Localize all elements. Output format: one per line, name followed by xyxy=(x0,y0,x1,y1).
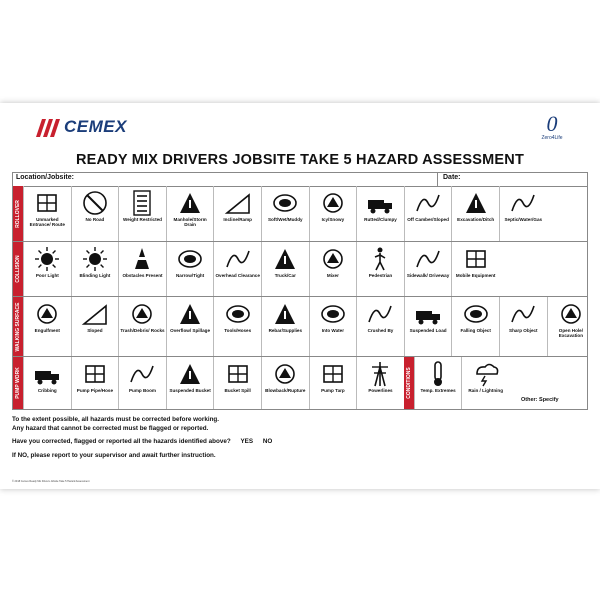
bucket-spill-icon xyxy=(223,360,253,388)
section-collision xyxy=(13,242,587,297)
hazard-label: Tools/Hoses xyxy=(224,328,252,333)
hazard-label: Powerlines xyxy=(368,388,393,393)
hazard-label: Sidewalk/ Driveway xyxy=(406,273,450,278)
loader-icon xyxy=(461,245,491,273)
hazard-label: Soft/Wet/Muddy xyxy=(267,217,303,222)
hazard-cell[interactable] xyxy=(451,297,499,356)
hazard-cell[interactable] xyxy=(261,186,309,241)
weight-sign-icon xyxy=(127,189,157,217)
location-row xyxy=(13,173,587,187)
hazard-cell[interactable] xyxy=(451,242,499,296)
instruction-line-1: To the extent possible, all hazards must be corrected before working. xyxy=(12,416,220,423)
zero-mark-icon: 0 xyxy=(546,111,558,136)
hazard-label: Rutted/Clumpy xyxy=(364,217,397,222)
blowback-icon xyxy=(270,360,300,388)
hazard-label: Narrow/Tight xyxy=(175,273,205,278)
hazard-label: Septic/Water/Gas xyxy=(504,217,543,222)
blinding-light-icon xyxy=(80,245,110,273)
hazard-cell[interactable] xyxy=(118,357,166,409)
mixer-icon xyxy=(318,245,348,273)
hazard-cell[interactable] xyxy=(261,357,309,409)
section-label-text: ROLLOVER xyxy=(15,199,21,228)
hazard-label: Overhead Clearance xyxy=(215,273,260,278)
hazard-cell[interactable] xyxy=(309,186,357,241)
hazard-label: Suspended Load xyxy=(409,328,447,333)
hazard-label: Mixer xyxy=(326,273,339,278)
zero4life-text: Zero4Life xyxy=(541,135,563,141)
suspended-load-icon xyxy=(413,300,443,328)
muddy-truck-icon xyxy=(270,189,300,217)
instruction-line-2: Any hazard that cannot be corrected must be flagged or reported. xyxy=(12,424,209,432)
hazard-label: Weight Restricted xyxy=(123,217,162,222)
septic-icon xyxy=(508,189,538,217)
hazard-label: Open Hole/ Excavation xyxy=(558,328,584,339)
hazard-cell[interactable] xyxy=(451,186,499,241)
bucket-icon xyxy=(175,360,205,388)
overflow-icon xyxy=(175,300,205,328)
hazard-label: Off Camber/Sloped xyxy=(407,217,449,222)
hazard-cell[interactable] xyxy=(309,357,357,409)
zero4life-logo xyxy=(532,113,572,147)
hazard-cell[interactable] xyxy=(309,297,357,356)
hazard-cell[interactable] xyxy=(404,242,452,296)
incline-icon xyxy=(223,189,253,217)
hazard-label: Rebar/Supplies xyxy=(268,328,303,333)
sun-icon xyxy=(32,245,62,273)
section-label-text: WALKING SURFACE xyxy=(15,302,21,351)
falling-object-icon xyxy=(461,300,491,328)
instruction-line-4: If NO, please report to your supervisor and await further instruction. xyxy=(12,451,216,459)
hazard-cell[interactable] xyxy=(499,186,547,241)
footer-text: © 2018 Cemex Ready Mix Drivers Jobsite Take 5 Hazard Assessment xyxy=(12,480,90,483)
crushed-icon xyxy=(365,300,395,328)
hazard-cell[interactable] xyxy=(356,297,404,356)
hazard-cell[interactable] xyxy=(166,297,214,356)
condition-cell[interactable] xyxy=(414,357,462,409)
section-walking-surface xyxy=(13,297,587,357)
thermometer-icon xyxy=(423,360,453,388)
condition-label: Temp. Extremes xyxy=(420,388,456,393)
hazard-cell[interactable] xyxy=(213,297,261,356)
pump-boom-icon xyxy=(127,360,157,388)
truck-car-icon xyxy=(270,245,300,273)
section-label xyxy=(13,357,23,409)
hazard-cell[interactable] xyxy=(213,186,261,241)
hazard-cell[interactable] xyxy=(166,357,214,409)
overhead-icon xyxy=(223,245,253,273)
section-label xyxy=(13,242,23,296)
hazard-cell[interactable] xyxy=(23,186,71,241)
hazard-label: Unmarked Entrance/ Route xyxy=(29,217,65,228)
hazard-cell[interactable] xyxy=(499,297,547,356)
sidewalk-icon xyxy=(413,245,443,273)
hazard-cell[interactable] xyxy=(23,297,71,356)
section-label-text: PUMP WORK xyxy=(15,367,21,399)
hazard-cell[interactable] xyxy=(309,242,357,296)
hazard-cell[interactable] xyxy=(356,357,404,409)
debris-icon xyxy=(127,300,157,328)
hazard-cell[interactable] xyxy=(261,297,309,356)
hazard-label: Trash/Debris/ Rocks xyxy=(120,328,165,333)
conditions-label-text: CONDITIONS xyxy=(405,367,412,399)
no-option[interactable]: NO xyxy=(262,438,273,446)
confirmation-question xyxy=(12,438,272,447)
location-label: Location/Jobsite: xyxy=(16,174,74,181)
hazard-label: No Road xyxy=(85,217,105,222)
rebar-icon xyxy=(270,300,300,328)
hazard-label: Obstacles Present xyxy=(122,273,163,278)
winding-road-icon xyxy=(32,189,62,217)
instructions xyxy=(12,416,272,460)
cone-icon xyxy=(127,245,157,273)
hazard-label: Into Water xyxy=(321,328,345,333)
hazard-cell[interactable] xyxy=(118,242,166,296)
narrow-icon xyxy=(175,245,205,273)
ditch-icon xyxy=(461,189,491,217)
hazard-cell[interactable] xyxy=(404,297,452,356)
storm-icon xyxy=(471,360,501,388)
powerline-icon xyxy=(365,360,395,388)
pump-pipe-icon xyxy=(80,360,110,388)
hazard-assessment-sheet xyxy=(0,103,600,489)
date-label: Date: xyxy=(443,174,461,181)
hazard-label: Pump Tarp xyxy=(321,388,345,393)
hazard-label: Sharp Object xyxy=(509,328,538,333)
hose-icon xyxy=(223,300,253,328)
hazard-label: Truck/Car xyxy=(274,273,296,278)
hazard-cell[interactable] xyxy=(166,186,214,241)
hazard-cell[interactable] xyxy=(71,297,119,356)
hazard-cell[interactable] xyxy=(118,297,166,356)
hazard-grid xyxy=(12,172,588,410)
hazard-label: Manhole/Storm Drain xyxy=(173,217,207,228)
hazard-label: Cribbing xyxy=(37,388,57,393)
cemex-stripes-icon xyxy=(36,119,60,137)
hazard-cell[interactable] xyxy=(71,242,119,296)
hazard-cell[interactable] xyxy=(213,242,261,296)
condition-cell[interactable] xyxy=(461,357,509,409)
hazard-cell[interactable] xyxy=(23,357,71,409)
condition-label: Rain / Lightning xyxy=(468,388,504,393)
cribbing-icon xyxy=(32,360,62,388)
hazard-cell[interactable] xyxy=(23,242,71,296)
cemex-wordmark: CEMEX xyxy=(64,117,127,136)
hazard-label: Sloped xyxy=(87,328,103,333)
section-label xyxy=(13,186,23,241)
open-hole-icon xyxy=(556,300,586,328)
no-road-icon xyxy=(80,189,110,217)
hazard-label: Excavation/Ditch xyxy=(457,217,495,222)
hazard-label: Falling Object xyxy=(460,328,491,333)
hazard-cell[interactable] xyxy=(213,357,261,409)
hazard-label: Icy/Snowy xyxy=(321,217,345,222)
engulfment-icon xyxy=(32,300,62,328)
tarp-icon xyxy=(318,360,348,388)
water-fall-icon xyxy=(318,300,348,328)
snow-cloud-icon xyxy=(318,189,348,217)
hazard-cell[interactable] xyxy=(118,186,166,241)
question-text: Have you corrected, flagged or reported all the hazards identified above? xyxy=(12,438,231,446)
section-rollover xyxy=(13,186,587,242)
hazard-label: Overflow/ Spillage xyxy=(170,328,210,333)
manhole-icon xyxy=(175,189,205,217)
hazard-cell[interactable] xyxy=(356,242,404,296)
page-title: READY MIX DRIVERS JOBSITE TAKE 5 HAZARD ASSESSMENT xyxy=(75,152,525,168)
section-label-text: COLLISION xyxy=(15,255,21,283)
hazard-cell[interactable] xyxy=(404,186,452,241)
hazard-label: Pump Boom xyxy=(128,388,157,393)
hazard-label: Engulfment xyxy=(34,328,60,333)
slope-icon xyxy=(80,300,110,328)
rutted-mixer-icon xyxy=(365,189,395,217)
off-camber-icon xyxy=(413,189,443,217)
hazard-cell[interactable] xyxy=(166,242,214,296)
section-label xyxy=(13,297,23,356)
hazard-label: Poor Light xyxy=(35,273,59,278)
hazard-cell[interactable] xyxy=(71,186,119,241)
sharp-object-icon xyxy=(508,300,538,328)
pedestrian-icon xyxy=(365,245,395,273)
hazard-label: Crushed By xyxy=(367,328,394,333)
hazard-label: Pump Pipe/Hose xyxy=(76,388,114,393)
hazard-label: Blowback/Rupture xyxy=(265,388,306,393)
hazard-cell[interactable] xyxy=(356,186,404,241)
yes-option[interactable]: YES xyxy=(240,438,254,446)
conditions-label xyxy=(404,357,414,409)
hazard-label: Bucket Spill xyxy=(224,388,251,393)
hazard-cell[interactable] xyxy=(547,297,595,356)
hazard-label: Incline/Ramp xyxy=(223,217,252,222)
hazard-label: Blinding Light xyxy=(79,273,111,278)
hazard-label: Suspended Bucket xyxy=(169,388,211,393)
hazard-cell[interactable] xyxy=(261,242,309,296)
hazard-cell[interactable] xyxy=(71,357,119,409)
hazard-label: Mobile Equipment xyxy=(455,273,496,278)
other-specify-field[interactable]: Other: Specify xyxy=(521,397,559,403)
hazard-label: Pedestrian xyxy=(368,273,393,278)
section-pump-work xyxy=(13,357,587,410)
